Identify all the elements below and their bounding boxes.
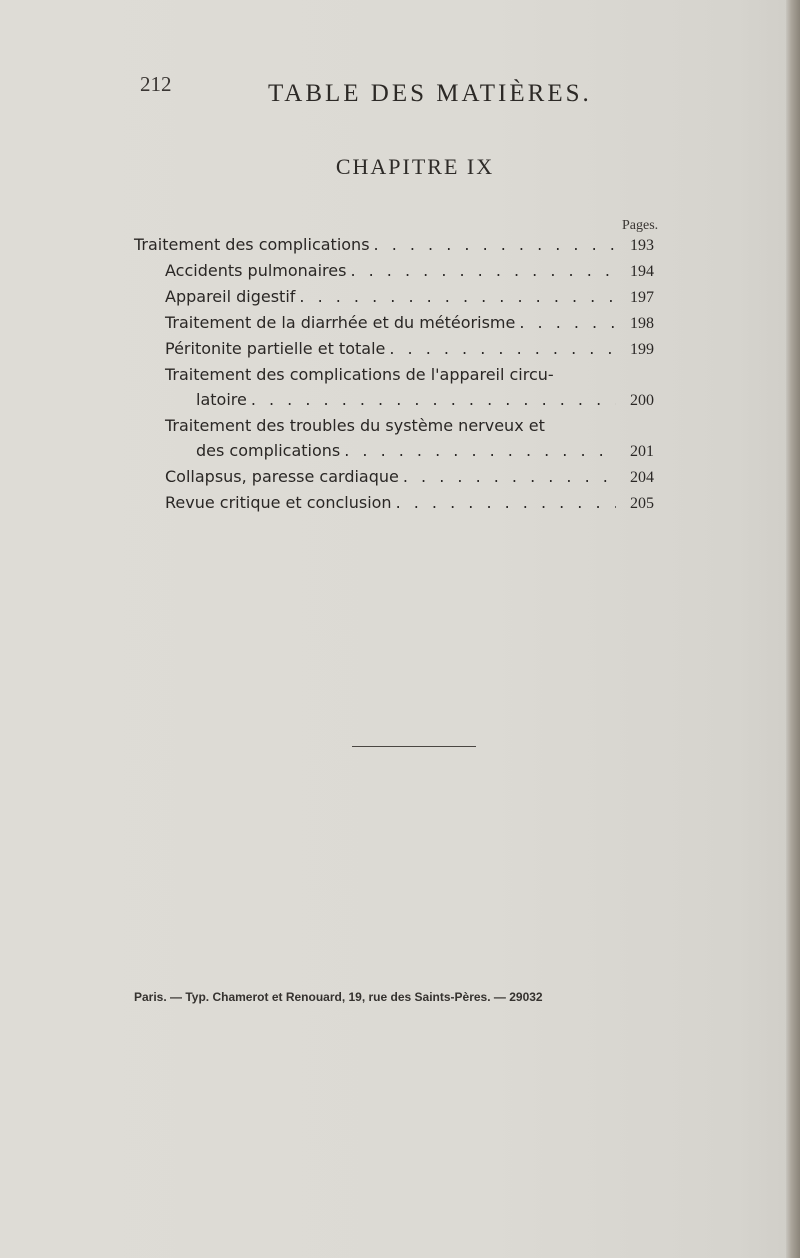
chapter-heading: CHAPITRE IX [335,154,495,179]
toc-entry-title: des complications [196,441,341,460]
toc-entry-title: Traitement des troubles du système nerveux et [165,416,545,435]
toc-page-number: 204 [630,469,654,486]
page-number: 212 [140,72,172,96]
page-edge-shadow [786,0,800,1258]
toc-entry-line [165,387,654,413]
toc-entry-line [165,336,654,362]
toc-entry-line [165,258,654,284]
toc-entry [134,413,654,464]
toc-entry-title: Collapsus, paresse cardiaque [165,467,399,486]
toc-page-number: 200 [630,392,654,409]
toc-entry [134,284,654,310]
toc-page-number: 201 [630,443,654,460]
toc-page-number: 193 [630,237,654,254]
table-of-contents [134,232,654,516]
toc-entry-line [165,362,654,387]
dot-leader [374,232,616,257]
toc-entry-title: Traitement des complications de l'appareil circu- [165,365,554,384]
section-divider [352,746,476,747]
toc-entry-line [165,310,654,336]
toc-entry [134,490,654,516]
toc-entry-title: Appareil digestif [165,287,296,306]
toc-entry-line [165,413,654,438]
toc-entry-line [165,464,654,490]
toc-page-number: 198 [630,315,654,332]
dot-leader [299,284,616,309]
toc-entry-line [165,284,654,310]
toc-page-number: 197 [630,289,654,306]
dot-leader [344,438,616,463]
toc-page-number: 194 [630,263,654,280]
toc-page-number: 205 [630,495,654,512]
toc-entry-title: latoire [196,390,247,409]
toc-entry-line [134,232,654,258]
toc-entry-title: Traitement des complications [134,235,370,254]
printer-imprint: Paris. — Typ. Chamerot et Renouard, 19, rue des Saints-Pères. — 29032 [134,990,543,1004]
toc-entry-line [165,490,654,516]
toc-entry-title: Péritonite partielle et totale [165,339,386,358]
toc-entry [134,258,654,284]
dot-leader [396,490,616,515]
dot-leader [403,464,616,489]
running-head: TABLE DES MATIÈRES. [268,80,592,107]
dot-leader [389,336,616,361]
pages-column-label: Pages. [622,218,659,233]
dot-leader [519,310,616,335]
toc-entry [134,310,654,336]
toc-entry [134,464,654,490]
dot-leader [350,258,616,283]
toc-entry-title: Traitement de la diarrhée et du météorisme [165,313,516,332]
toc-entry [134,362,654,413]
toc-page-number: 199 [630,341,654,358]
toc-entry-title: Revue critique et conclusion [165,493,392,512]
dot-leader [251,387,616,412]
toc-entry-line [165,438,654,464]
toc-entry-title: Accidents pulmonaires [165,261,347,280]
toc-entry [134,232,654,258]
toc-entry [134,336,654,362]
